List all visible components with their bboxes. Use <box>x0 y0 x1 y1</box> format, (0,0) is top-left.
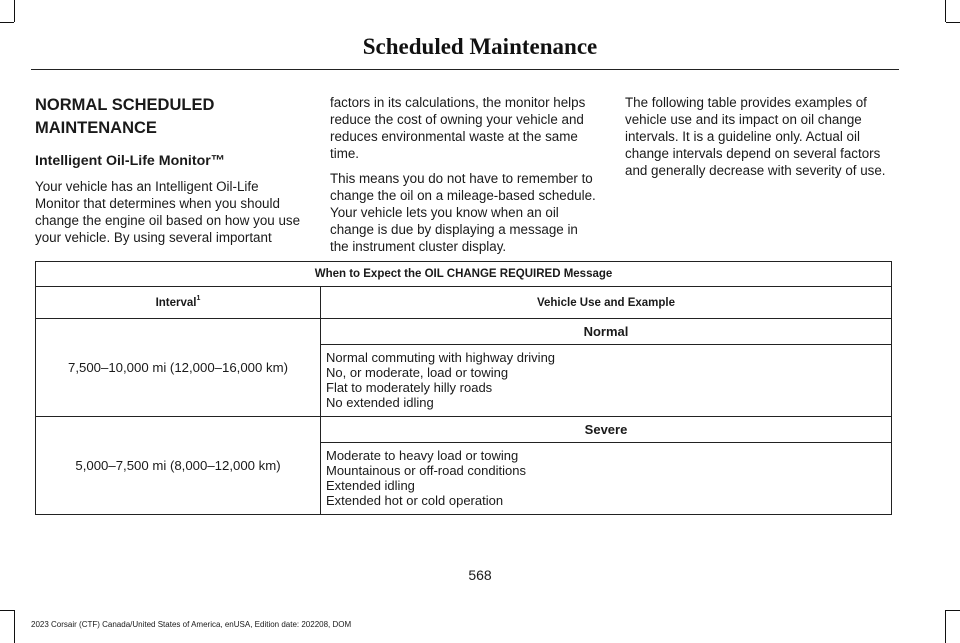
crop-mark <box>14 610 15 643</box>
condition-item: No extended idling <box>326 395 434 410</box>
crop-mark <box>946 610 960 611</box>
condition-item: Moderate to heavy load or towing <box>326 448 519 463</box>
crop-mark <box>0 610 14 611</box>
conditions-cell <box>321 443 892 515</box>
column-header-vehicle-use: Vehicle Use and Example <box>321 287 892 319</box>
column-header-interval <box>36 287 321 319</box>
crop-mark <box>14 0 15 22</box>
footer-edition-text: 2023 Corsair (CTF) Canada/United States of America, enUSA, Edition date: 202208, DOM <box>31 620 352 629</box>
condition-item: No, or moderate, load or towing <box>326 365 509 380</box>
interval-cell: 7,500–10,000 mi (12,000–16,000 km) <box>36 319 321 417</box>
header-divider <box>31 69 899 70</box>
column-header-interval-label: Interval <box>155 296 197 309</box>
section-heading-line2: MAINTENANCE <box>35 119 157 137</box>
crop-mark <box>945 0 946 22</box>
oil-change-table <box>35 261 892 515</box>
crop-mark <box>946 22 960 23</box>
category-cell: Normal <box>321 319 892 345</box>
footnote-marker: 1 <box>196 294 201 302</box>
text-column-1 <box>35 94 303 254</box>
condition-item: Extended hot or cold operation <box>326 493 504 508</box>
condition-item: Normal commuting with highway driving <box>326 350 556 365</box>
paragraph: This means you do not have to remember to change the oil on a mileage-based schedule. Your vehicle lets you know when an oil change is due by displaying a message in the instrument cluster display. <box>330 171 596 254</box>
condition-item: Extended idling <box>326 478 415 493</box>
crop-mark <box>945 610 946 643</box>
paragraph: The following table provides examples of vehicle use and its impact on oil change intervals. It is a guideline only. Actual oil change intervals depend on several factors and generally decrease with severity of use. <box>625 95 886 178</box>
page-header-title: Scheduled Maintenance <box>362 34 598 59</box>
text-column-2 <box>330 94 598 263</box>
condition-item: Mountainous or off-road conditions <box>326 463 526 478</box>
paragraph: Your vehicle has an Intelligent Oil-Life Monitor that determines when you should change the engine oil based on how you use your vehicle. By using several important <box>35 179 301 245</box>
page-number: 568 <box>468 567 492 583</box>
table-caption: When to Expect the OIL CHANGE REQUIRED Message <box>36 262 892 287</box>
section-heading-line1: NORMAL SCHEDULED <box>35 96 215 114</box>
category-cell: Severe <box>321 417 892 443</box>
crop-mark <box>0 22 14 23</box>
interval-cell: 5,000–7,500 mi (8,000–12,000 km) <box>36 417 321 515</box>
subheading: Intelligent Oil-Life Monitor™ <box>35 153 225 169</box>
condition-item: Flat to moderately hilly roads <box>326 380 493 395</box>
conditions-cell <box>321 345 892 417</box>
text-column-3 <box>625 94 893 187</box>
paragraph: factors in its calculations, the monitor helps reduce the cost of owning your vehicle and reduces environmental waste at the same time. <box>330 95 586 161</box>
